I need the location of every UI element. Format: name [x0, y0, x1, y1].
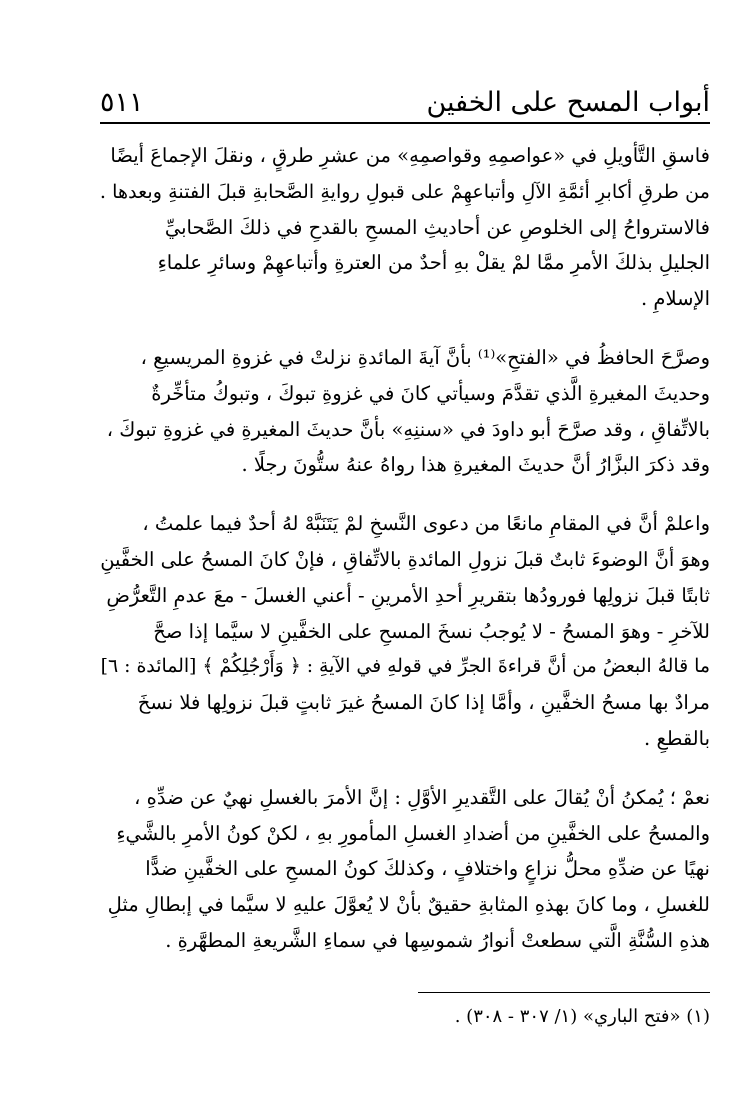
chapter-title: أبواب المسح على الخفين: [426, 87, 710, 118]
paragraph-gap: [100, 317, 710, 340]
text-line: بالقطعِ .: [644, 726, 710, 750]
header-divider: [100, 122, 710, 124]
main-text: [100, 138, 710, 959]
footnote: (١) «فتح الباري» (١/ ٣٠٧ - ٣٠٨) .: [454, 1006, 710, 1027]
paragraph: [100, 506, 710, 757]
text-line: وصرَّحَ الحافظُ في «الفتحِ»⁽¹⁾ بأنَّ آيةَ المائدةِ نزلتْ في غزوةِ المريسيعِ ،: [140, 345, 710, 369]
paragraph-gap: [100, 483, 710, 506]
quran-citation-line: ما قالهُ البعضُ من أنَّ قراءةَ الجرِّ في قولهِ في الآيةِ : ﴿ وَأَرْجُلِكُمْ ﴾ [المائدة : ٦]: [100, 656, 710, 678]
text-line: فالاسترواحُ إلى الخلوصِ عن أحاديثِ المسحِ بالقدحِ في ذلكَ الصَّحابيِّ: [164, 215, 710, 239]
text-line: الجليلِ بذلكَ الأمرِ ممَّا لمْ يقلْ بهِ أحدٌ من العترةِ وأتباعهِمْ وسائرِ علماءِ: [157, 251, 710, 275]
paragraph: [100, 138, 710, 317]
text-line: الإسلامِ .: [641, 287, 710, 311]
text-line: والمسحُ على الخفَّينِ من أضدادِ الغسلِ المأمورِ بهِ ، لكنْ كونُ الأمرِ بالشَّيءِ: [116, 821, 710, 845]
text-line: من طرقِ أكابرِ أئمَّةِ الآلِ وأتباعهِمْ على قبولِ روايةِ الصَّحابةِ قبلَ الفتنةِ وبعدها .: [99, 179, 710, 203]
text-line: فاسقِ التَّأويلِ في «عواصمِهِ وقواصمِهِ» من عشرِ طرقٍ ، ونقلَ الإجماعَ أيضًا: [110, 144, 710, 167]
text-line: واعلمْ أنَّ في المقامِ مانعًا من دعوى النَّسخِ لمْ يَتَنَبَّهْ لهُ أحدٌ فيما علمتُ ،: [142, 512, 710, 536]
text-line: وهوَ أنَّ الوضوءَ ثابتٌ قبلَ نزولِ المائدةِ بالاتِّفاقِ ، فإنْ كانَ المسحُ على الخفَّينِ: [100, 547, 710, 571]
text-line: للآخرِ - وهوَ المسحُ - لا يُوجبُ نسخَ المسحِ على الخفَّينِ لا سيَّما إذا صحَّ: [153, 619, 710, 643]
text-line: ثابتًا قبلَ نزولِها فورودُها بتقريرِ أحدِ الأمرينِ - أعني الغسلَ - معَ عدمِ التَّعرُّضِ: [106, 583, 710, 607]
paragraph-gap: [100, 757, 710, 780]
text-line: مرادٌ بها مسحُ الخفَّينِ ، وأمَّا إذا كانَ المسحُ غيرَ ثابتٍ قبلَ نزولِها فلا نسخَ: [137, 691, 710, 715]
footnote-divider: [418, 992, 710, 993]
text-line: هذهِ السُّنَّةِ الَّتي سطعتْ أنوارُ شموسِها في سماءِ الشَّريعةِ المطهَّرةِ .: [165, 928, 710, 952]
text-line: نهيًا عن ضدِّهِ محلُّ نزاعٍ واختلافٍ ، وكذلكَ كونُ المسحِ على الخفَّينِ ضدًّا: [145, 857, 710, 881]
text-line: وحديثَ المغيرةِ الَّذي تقدَّمَ وسيأتي كانَ في غزوةِ تبوكَ ، وتبوكُ متأخِّرةٌ: [151, 381, 710, 405]
text-line: وقد ذكرَ البزَّارُ أنَّ حديثَ المغيرةِ هذا رواهُ عنهُ ستُّونَ رجلًا .: [241, 453, 710, 477]
text-line: بالاتِّفاقِ ، وقد صرَّحَ أبو داودَ في «سننِهِ» بأنَّ حديثَ المغيرةِ في غزوةِ تبوكَ ،: [106, 417, 710, 441]
paragraph: [100, 340, 710, 483]
text-line: للغسلِ ، وما كانَ بهذهِ المثابةِ حقيقٌ بأنْ لا يُعوَّلَ عليهِ لا سيَّما في إبطالِ مثلِ: [107, 893, 710, 917]
page-number: ٥١١: [100, 87, 144, 118]
paragraph: [100, 780, 710, 959]
page-header: [100, 72, 710, 120]
text-line: نعمْ ؛ يُمكنُ أنْ يُقالَ على التَّقديرِ الأوَّلِ : إنَّ الأمرَ بالغسلِ نهيٌ عن ضدِّهِ ،: [134, 785, 710, 809]
